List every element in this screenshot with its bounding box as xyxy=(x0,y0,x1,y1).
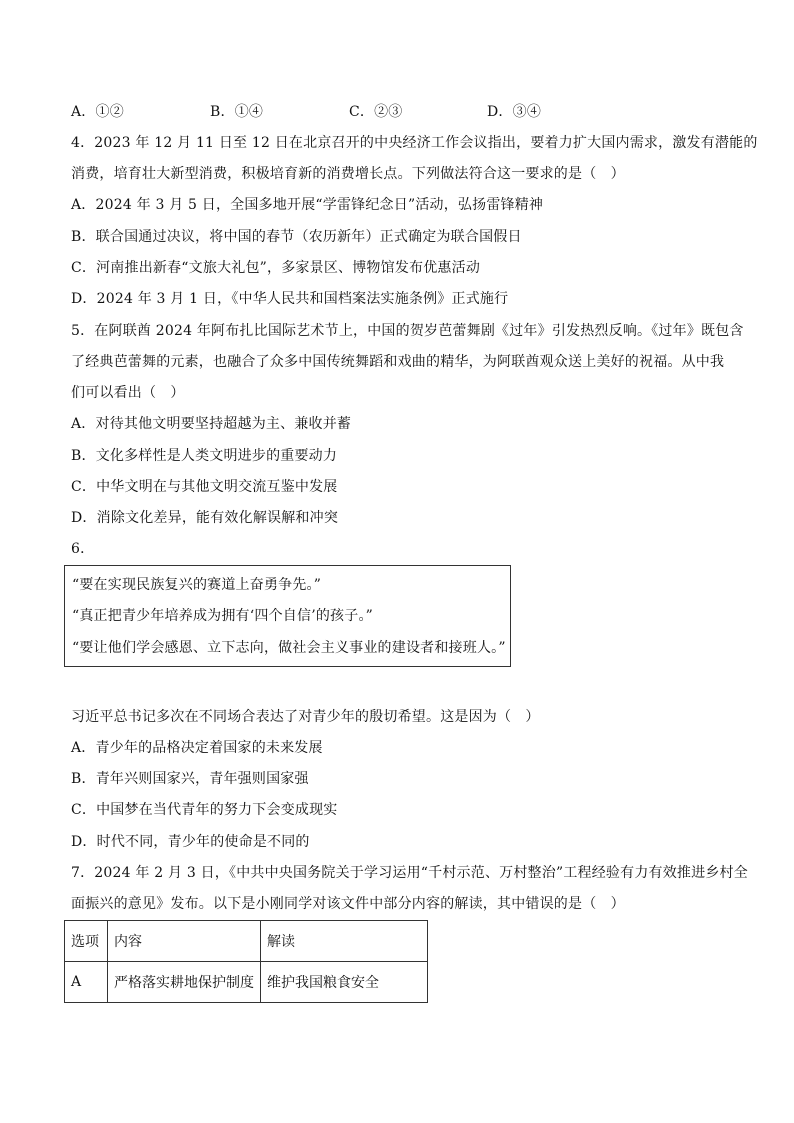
q4-stem-line-1: 4．2023 年 12 月 11 日至 12 日在北京召开的中央经济工作会议指出，要着力扩大国内需求，激发有潜能的 xyxy=(71,135,758,151)
q6-quote-2: “真正把青少年培养成为拥有‘四个自信’的孩子。” xyxy=(72,608,374,624)
q6-quote-box xyxy=(64,565,511,667)
q3-option-b: B．①④ xyxy=(210,104,264,120)
q5-stem-line-2: 了经典芭蕾舞的元素，也融合了众多中国传统舞蹈和戏曲的精华，为阿联酋观众送上美好的祝福。从中我 xyxy=(71,354,725,370)
q6-option-a: A．青少年的品格决定着国家的未来发展 xyxy=(71,740,323,756)
q3-option-c: C．②③ xyxy=(349,104,403,120)
table-row xyxy=(65,962,428,1003)
q6-option-b: B．青年兴则国家兴，青年强则国家强 xyxy=(71,771,309,787)
table-header-row xyxy=(65,921,428,962)
table-cell-interpretation: 维护我国粮食安全 xyxy=(261,962,428,1003)
q4-stem-line-2: 消费，培育壮大新型消费，积极培育新的消费增长点。下列做法符合这一要求的是（ ） xyxy=(71,166,625,182)
table-header-interpretation: 解读 xyxy=(261,921,428,962)
q4-option-a: A．2024 年 3 月 5 日，全国多地开展“学雷锋纪念日”活动，弘扬雷锋精神 xyxy=(71,197,544,213)
table-header-content: 内容 xyxy=(108,921,261,962)
q7-table xyxy=(64,920,428,1003)
q6-number: 6． xyxy=(71,541,95,557)
q4-option-d: D．2024 年 3 月 1 日，《中华人民共和国档案法实施条例》正式施行 xyxy=(71,291,509,307)
q4-option-b: B．联合国通过决议，将中国的春节（农历新年）正式确定为联合国假日 xyxy=(71,229,522,245)
table-cell-option: A xyxy=(65,962,108,1003)
q6-option-d: D．时代不同，青少年的使命是不同的 xyxy=(71,834,310,850)
table-header-option: 选项 xyxy=(65,921,108,962)
q6-quote-3: “要让他们学会感恩、立下志向，做社会主义事业的建设者和接班人。” xyxy=(72,640,506,656)
q3-option-d: D．③④ xyxy=(487,104,542,120)
q5-option-b: B．文化多样性是人类文明进步的重要动力 xyxy=(71,448,338,464)
q4-option-c: C．河南推出新春“文旅大礼包”，多家景区、博物馆发布优惠活动 xyxy=(71,260,481,276)
q7-stem-line-1: 7．2024 年 2 月 3 日，《中共中央国务院关于学习运用“千村示范、万村整治”工程经验有力有效推进乡村全 xyxy=(71,865,748,881)
q3-options xyxy=(71,102,631,122)
q5-stem-line-3: 们可以看出（ ） xyxy=(71,385,185,401)
q6-option-c: C．中国梦在当代青年的努力下会变成现实 xyxy=(71,802,338,818)
q7-stem-line-2: 面振兴的意见》发布。以下是小刚同学对该文件中部分内容的解读，其中错误的是（ ） xyxy=(71,896,625,912)
q5-option-c: C．中华文明在与其他文明交流互鉴中发展 xyxy=(71,479,338,495)
q6-quote-1: “要在实现民族复兴的赛道上奋勇争先。” xyxy=(72,577,322,593)
table-cell-content: 严格落实耕地保护制度 xyxy=(108,962,261,1003)
q5-option-d: D．消除文化差异，能有效化解误解和冲突 xyxy=(71,510,339,526)
q5-stem-line-1: 5．在阿联酋 2024 年阿布扎比国际艺术节上，中国的贺岁芭蕾舞剧《过年》引发热烈反响。《过年》既包含 xyxy=(71,323,744,339)
q3-option-a: A．①② xyxy=(71,104,124,120)
q5-option-a: A．对待其他文明要坚持超越为主、兼收并蓄 xyxy=(71,416,352,432)
q6-stem: 习近平总书记多次在不同场合表达了对青少年的殷切希望。这是因为（ ） xyxy=(71,709,540,725)
